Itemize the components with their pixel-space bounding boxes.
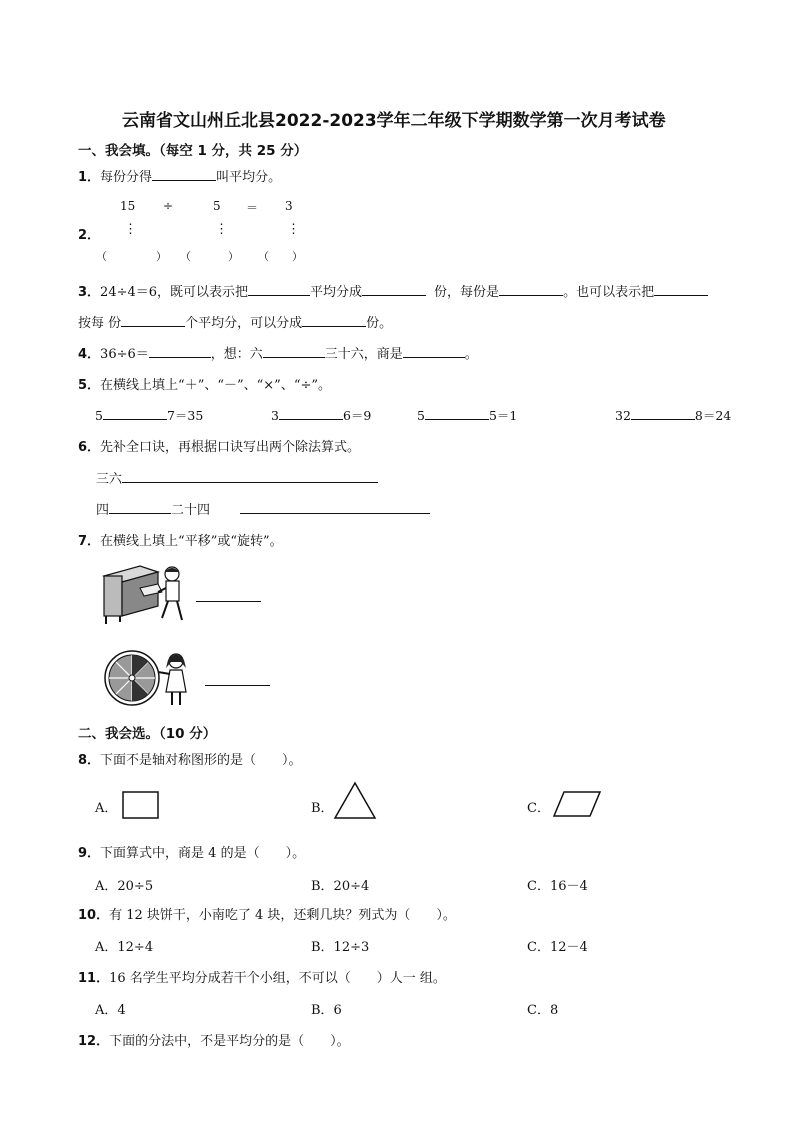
section-2-heading: 二、我会选。（10 分） xyxy=(78,726,217,742)
answer-blank[interactable] xyxy=(279,406,343,420)
answer-blank[interactable] xyxy=(263,344,325,358)
section-1-heading: 一、我会填。（每空 1 分，共 25 分） xyxy=(78,143,308,159)
q9-option-c[interactable]: C．16－4 xyxy=(527,879,588,894)
q2-equation-5: 5 xyxy=(213,199,221,213)
q6-line-2: 四 二十四 xyxy=(96,499,430,518)
question-10: 10． 有 12 块饼干，小南吃了 4 块，还剩几块？列式为（ ）。 xyxy=(78,908,456,923)
answer-blank[interactable] xyxy=(403,344,465,358)
answer-blank[interactable] xyxy=(499,282,563,296)
spinning-wheel-illustration xyxy=(102,648,198,708)
q5-item-3: 5 5＝1 xyxy=(417,408,518,423)
q7-answer-blank-1[interactable] xyxy=(196,601,261,602)
q10-option-a[interactable]: A．12÷4 xyxy=(95,940,154,955)
answer-blank[interactable] xyxy=(121,313,185,327)
answer-blank[interactable] xyxy=(425,406,489,420)
q2-equation-15: 15 xyxy=(120,199,136,213)
answer-blank[interactable] xyxy=(654,282,708,296)
q2-dots-2: ⋮ xyxy=(215,222,228,237)
q8-option-b-label[interactable]: B． xyxy=(311,801,334,816)
page-title: 云南省文山州丘北县2022-2023学年二年级下学期数学第一次月考试卷 xyxy=(122,111,666,131)
q2-dots-3: ⋮ xyxy=(287,222,300,237)
answer-blank[interactable] xyxy=(122,469,378,483)
question-6: 6． 先补全口诀，再根据口诀写出两个除法算式。 xyxy=(78,440,361,455)
answer-blank[interactable] xyxy=(109,500,171,514)
q11-option-a[interactable]: A．4 xyxy=(95,1003,126,1018)
question-2-number: 2． xyxy=(78,228,101,243)
q2-paren-open-3: （ xyxy=(258,250,269,263)
q5-item-1: 5 7＝35 xyxy=(95,408,204,423)
q2-paren-close-2: ） xyxy=(228,250,239,263)
question-1: 1． 每份分得 叫平均分。 xyxy=(78,166,281,185)
answer-blank[interactable] xyxy=(103,406,167,420)
answer-blank[interactable] xyxy=(302,313,366,327)
q10-option-c[interactable]: C．12－4 xyxy=(527,940,588,955)
q9-option-b[interactable]: B．20÷4 xyxy=(311,879,370,894)
answer-blank[interactable] xyxy=(152,167,216,181)
question-7: 7． 在横线上填上“平移”或“旋转”。 xyxy=(78,534,283,549)
question-4: 4． 36÷6＝ ，想：六 三十六，商是 。 xyxy=(78,343,478,362)
q11-option-c[interactable]: C．8 xyxy=(527,1003,559,1018)
q8-option-a-label[interactable]: A． xyxy=(95,801,118,816)
q9-option-a[interactable]: A．20÷5 xyxy=(95,879,154,894)
answer-blank[interactable] xyxy=(631,406,695,420)
q2-paren-open-2: （ xyxy=(180,250,191,263)
parallelogram-shape xyxy=(552,790,602,818)
question-3-line-1: 3． 24÷4＝6，既可以表示把 平均分成 份，每份是 。也可以表示把 xyxy=(78,281,708,300)
q5-item-2: 3 6＝9 xyxy=(271,408,372,423)
answer-blank[interactable] xyxy=(149,344,211,358)
q2-equation-div: ÷ xyxy=(163,199,174,213)
question-5: 5． 在横线上填上“＋”、“－”、“×”、“÷”。 xyxy=(78,378,332,393)
q7-answer-blank-2[interactable] xyxy=(205,685,270,686)
question-12: 12． 下面的分法中，不是平均分的是（ ）。 xyxy=(78,1034,350,1049)
question-3-line-2: 按每 份 个平均分，可以分成 份。 xyxy=(78,312,392,331)
q10-option-b[interactable]: B．12÷3 xyxy=(311,940,370,955)
square-shape xyxy=(122,790,160,820)
q11-option-b[interactable]: B．6 xyxy=(311,1003,342,1018)
q2-equation-eq: ＝ xyxy=(246,201,259,215)
question-8: 8． 下面不是轴对称图形的是（ ）。 xyxy=(78,753,302,768)
q8-option-c-label[interactable]: C． xyxy=(527,801,550,816)
q2-paren-close-3: ） xyxy=(292,250,303,263)
q5-item-4: 32 8＝24 xyxy=(615,408,732,423)
q2-paren-open-1: （ xyxy=(96,250,107,263)
question-11: 11． 16 名学生平均分成若干个小组，不可以（ ）人一 组。 xyxy=(78,971,446,986)
triangle-shape xyxy=(333,781,377,821)
q2-paren-close-1: ） xyxy=(156,250,167,263)
q2-equation-3: 3 xyxy=(285,199,293,213)
answer-blank[interactable] xyxy=(362,282,426,296)
answer-blank[interactable] xyxy=(248,282,310,296)
q6-line-1: 三六 xyxy=(96,468,378,487)
answer-blank[interactable] xyxy=(240,500,430,514)
q2-dots-1: ⋮ xyxy=(124,222,137,237)
question-9: 9． 下面算式中，商是 4 的是（ ）。 xyxy=(78,846,306,861)
drawer-pulling-illustration xyxy=(100,562,192,628)
